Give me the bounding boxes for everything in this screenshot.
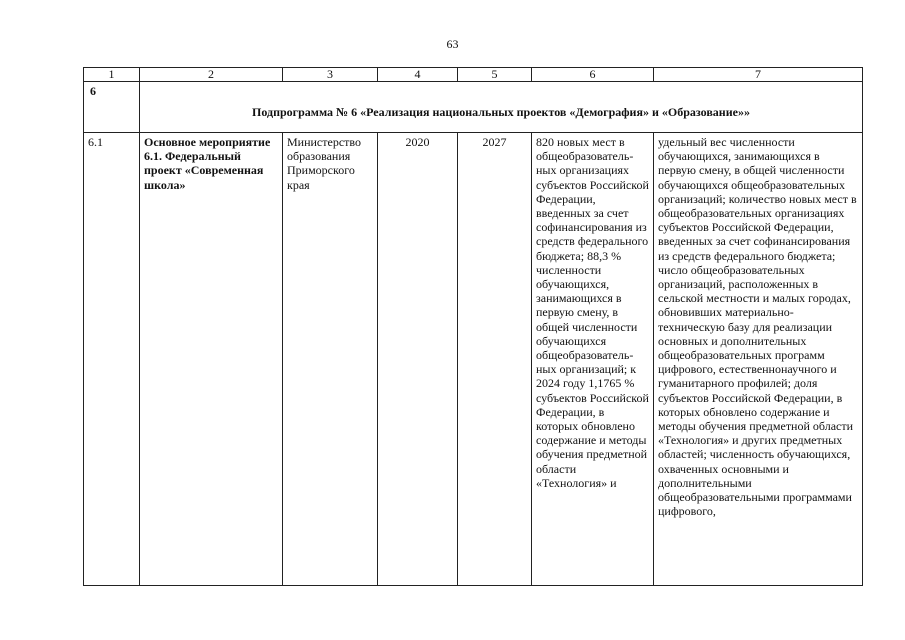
column-number: 3 bbox=[283, 68, 378, 82]
start-year: 2020 bbox=[378, 133, 458, 586]
expected-result: 820 новых мест в общеобразователь-ных организациях субъектов Российской Федерации, введенных за счет софинансирования из средств федерального бюджета; 88,3 % численности обучающихся, занимающихся в первую смену, в общей численности обучающихся общеобразователь-ных организаций; к 2024 году 1,1765 % субъектов Российской Федерации, в которых обновлено содержание и методы обучения предметной области «Технология» и bbox=[532, 133, 654, 586]
subprogram-row bbox=[84, 82, 863, 133]
column-number-row bbox=[84, 68, 863, 82]
page-number: 63 bbox=[446, 37, 459, 51]
column-number: 5 bbox=[458, 68, 532, 82]
row-number: 6.1 bbox=[84, 133, 140, 586]
activity-name: Основное мероприятие 6.1. Федеральный проект «Современная школа» bbox=[140, 133, 283, 586]
subprogram-number: 6 bbox=[84, 82, 140, 133]
table-row bbox=[84, 133, 863, 586]
column-number: 1 bbox=[84, 68, 140, 82]
indicators: удельный вес численности обучающихся, занимающихся в первую смену, в общей численности обучающихся общеобразовательных организаций; количество новых мест в общеобразовательных организациях субъектов Российской Федерации, введенных за счет софинансирования из средств федерального бюджета; число общеобразовательных организаций, расположенных в сельской местности и малых городах, обновивших материально-техническую базу для реализации основных и дополнительных общеобразовательных программ цифрового, естественнонаучного и гуманитарного профилей; доля субъектов Российской Федерации, в которых обновлено содержание и методы обучения предметной области «Технология» и других предметных областей; численность обучающихся, охваченных основными и дополнительными общеобразовательными программами цифрового, bbox=[654, 133, 863, 586]
column-number: 4 bbox=[378, 68, 458, 82]
program-table bbox=[83, 67, 863, 586]
column-number: 2 bbox=[140, 68, 283, 82]
executor: Министерство образования Приморского края bbox=[283, 133, 378, 586]
end-year: 2027 bbox=[458, 133, 532, 586]
subprogram-title: Подпрограмма № 6 «Реализация национальных проектов «Демография» и «Образование»» bbox=[140, 82, 863, 133]
column-number: 6 bbox=[532, 68, 654, 82]
column-number: 7 bbox=[654, 68, 863, 82]
